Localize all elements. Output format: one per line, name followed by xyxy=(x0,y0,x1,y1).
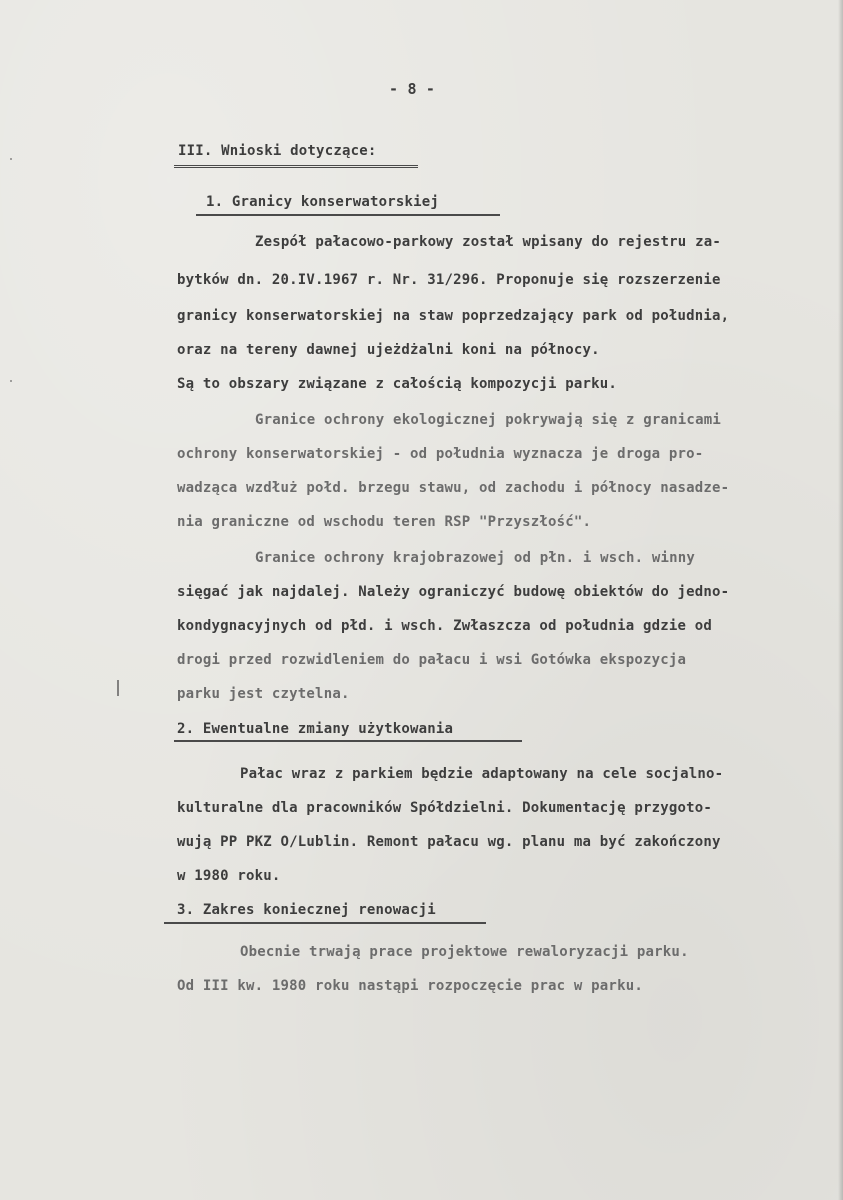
section-heading: III. Wnioski dotyczące: xyxy=(178,143,377,159)
paragraph-line: Granice ochrony krajobrazowej od płn. i wsch. winny xyxy=(255,550,696,566)
subsection-3-underline xyxy=(164,922,486,924)
paragraph-line: wują PP PKZ O/Lublin. Remont pałacu wg. planu ma być zakończony xyxy=(177,834,721,850)
paragraph-line: Granice ochrony ekologicznej pokrywają się z granicami xyxy=(255,412,721,428)
subsection-3-heading: 3. Zakres koniecznej renowacji xyxy=(177,902,436,918)
subsection-1-heading: 1. Granicy konserwatorskiej xyxy=(206,194,439,210)
subsection-2-underline xyxy=(174,740,522,742)
page-edge-shadow xyxy=(838,0,843,1200)
paragraph-line: drogi przed rozwidleniem do pałacu i wsi Gotówka ekspozycja xyxy=(177,652,687,668)
page-number: - 8 - xyxy=(389,80,436,98)
paragraph-line: bytków dn. 20.IV.1967 r. Nr. 31/296. Proponuje się rozszerzenie xyxy=(177,272,721,288)
margin-mark xyxy=(117,680,119,696)
paragraph-line: Obecnie trwają prace projektowe rewaloryzacji parku. xyxy=(240,944,689,960)
subsection-2-heading: 2. Ewentualne zmiany użytkowania xyxy=(177,721,454,737)
paragraph-line: w 1980 roku. xyxy=(177,868,281,884)
paragraph-line: kulturalne dla pracowników Spółdzielni. Dokumentację przygoto- xyxy=(177,800,712,816)
paragraph-line: nia graniczne od wschodu teren RSP "Przyszłość". xyxy=(177,514,592,530)
paragraph-line: Są to obszary związane z całością kompozycji parku. xyxy=(177,376,618,392)
paragraph-line: Zespół pałacowo-parkowy został wpisany do rejestru za- xyxy=(255,234,721,250)
paragraph-line: granicy konserwatorskiej na staw poprzedzający park od południa, xyxy=(177,308,730,324)
paragraph-line: Od III kw. 1980 roku nastąpi rozpoczęcie prac w parku. xyxy=(177,978,643,994)
paragraph-line: Pałac wraz z parkiem będzie adaptowany na cele socjalno- xyxy=(240,766,724,782)
subsection-1-underline xyxy=(196,214,500,216)
heading-double-underline xyxy=(174,165,418,168)
paragraph-line: ochrony konserwatorskiej - od południa wyznacza je droga pro- xyxy=(177,446,704,462)
paragraph-line: wadząca wzdłuż połd. brzegu stawu, od zachodu i północy nasadze- xyxy=(177,480,730,496)
scan-speck xyxy=(10,380,12,382)
paragraph-line: parku jest czytelna. xyxy=(177,686,350,702)
paragraph-line: sięgać jak najdalej. Należy ograniczyć budowę obiektów do jedno- xyxy=(177,584,730,600)
paragraph-line: kondygnacyjnych od płd. i wsch. Zwłaszcza od południa gdzie od xyxy=(177,618,712,634)
paragraph-line: oraz na tereny dawnej ujeżdżalni koni na północy. xyxy=(177,342,600,358)
scan-speck xyxy=(10,158,12,160)
